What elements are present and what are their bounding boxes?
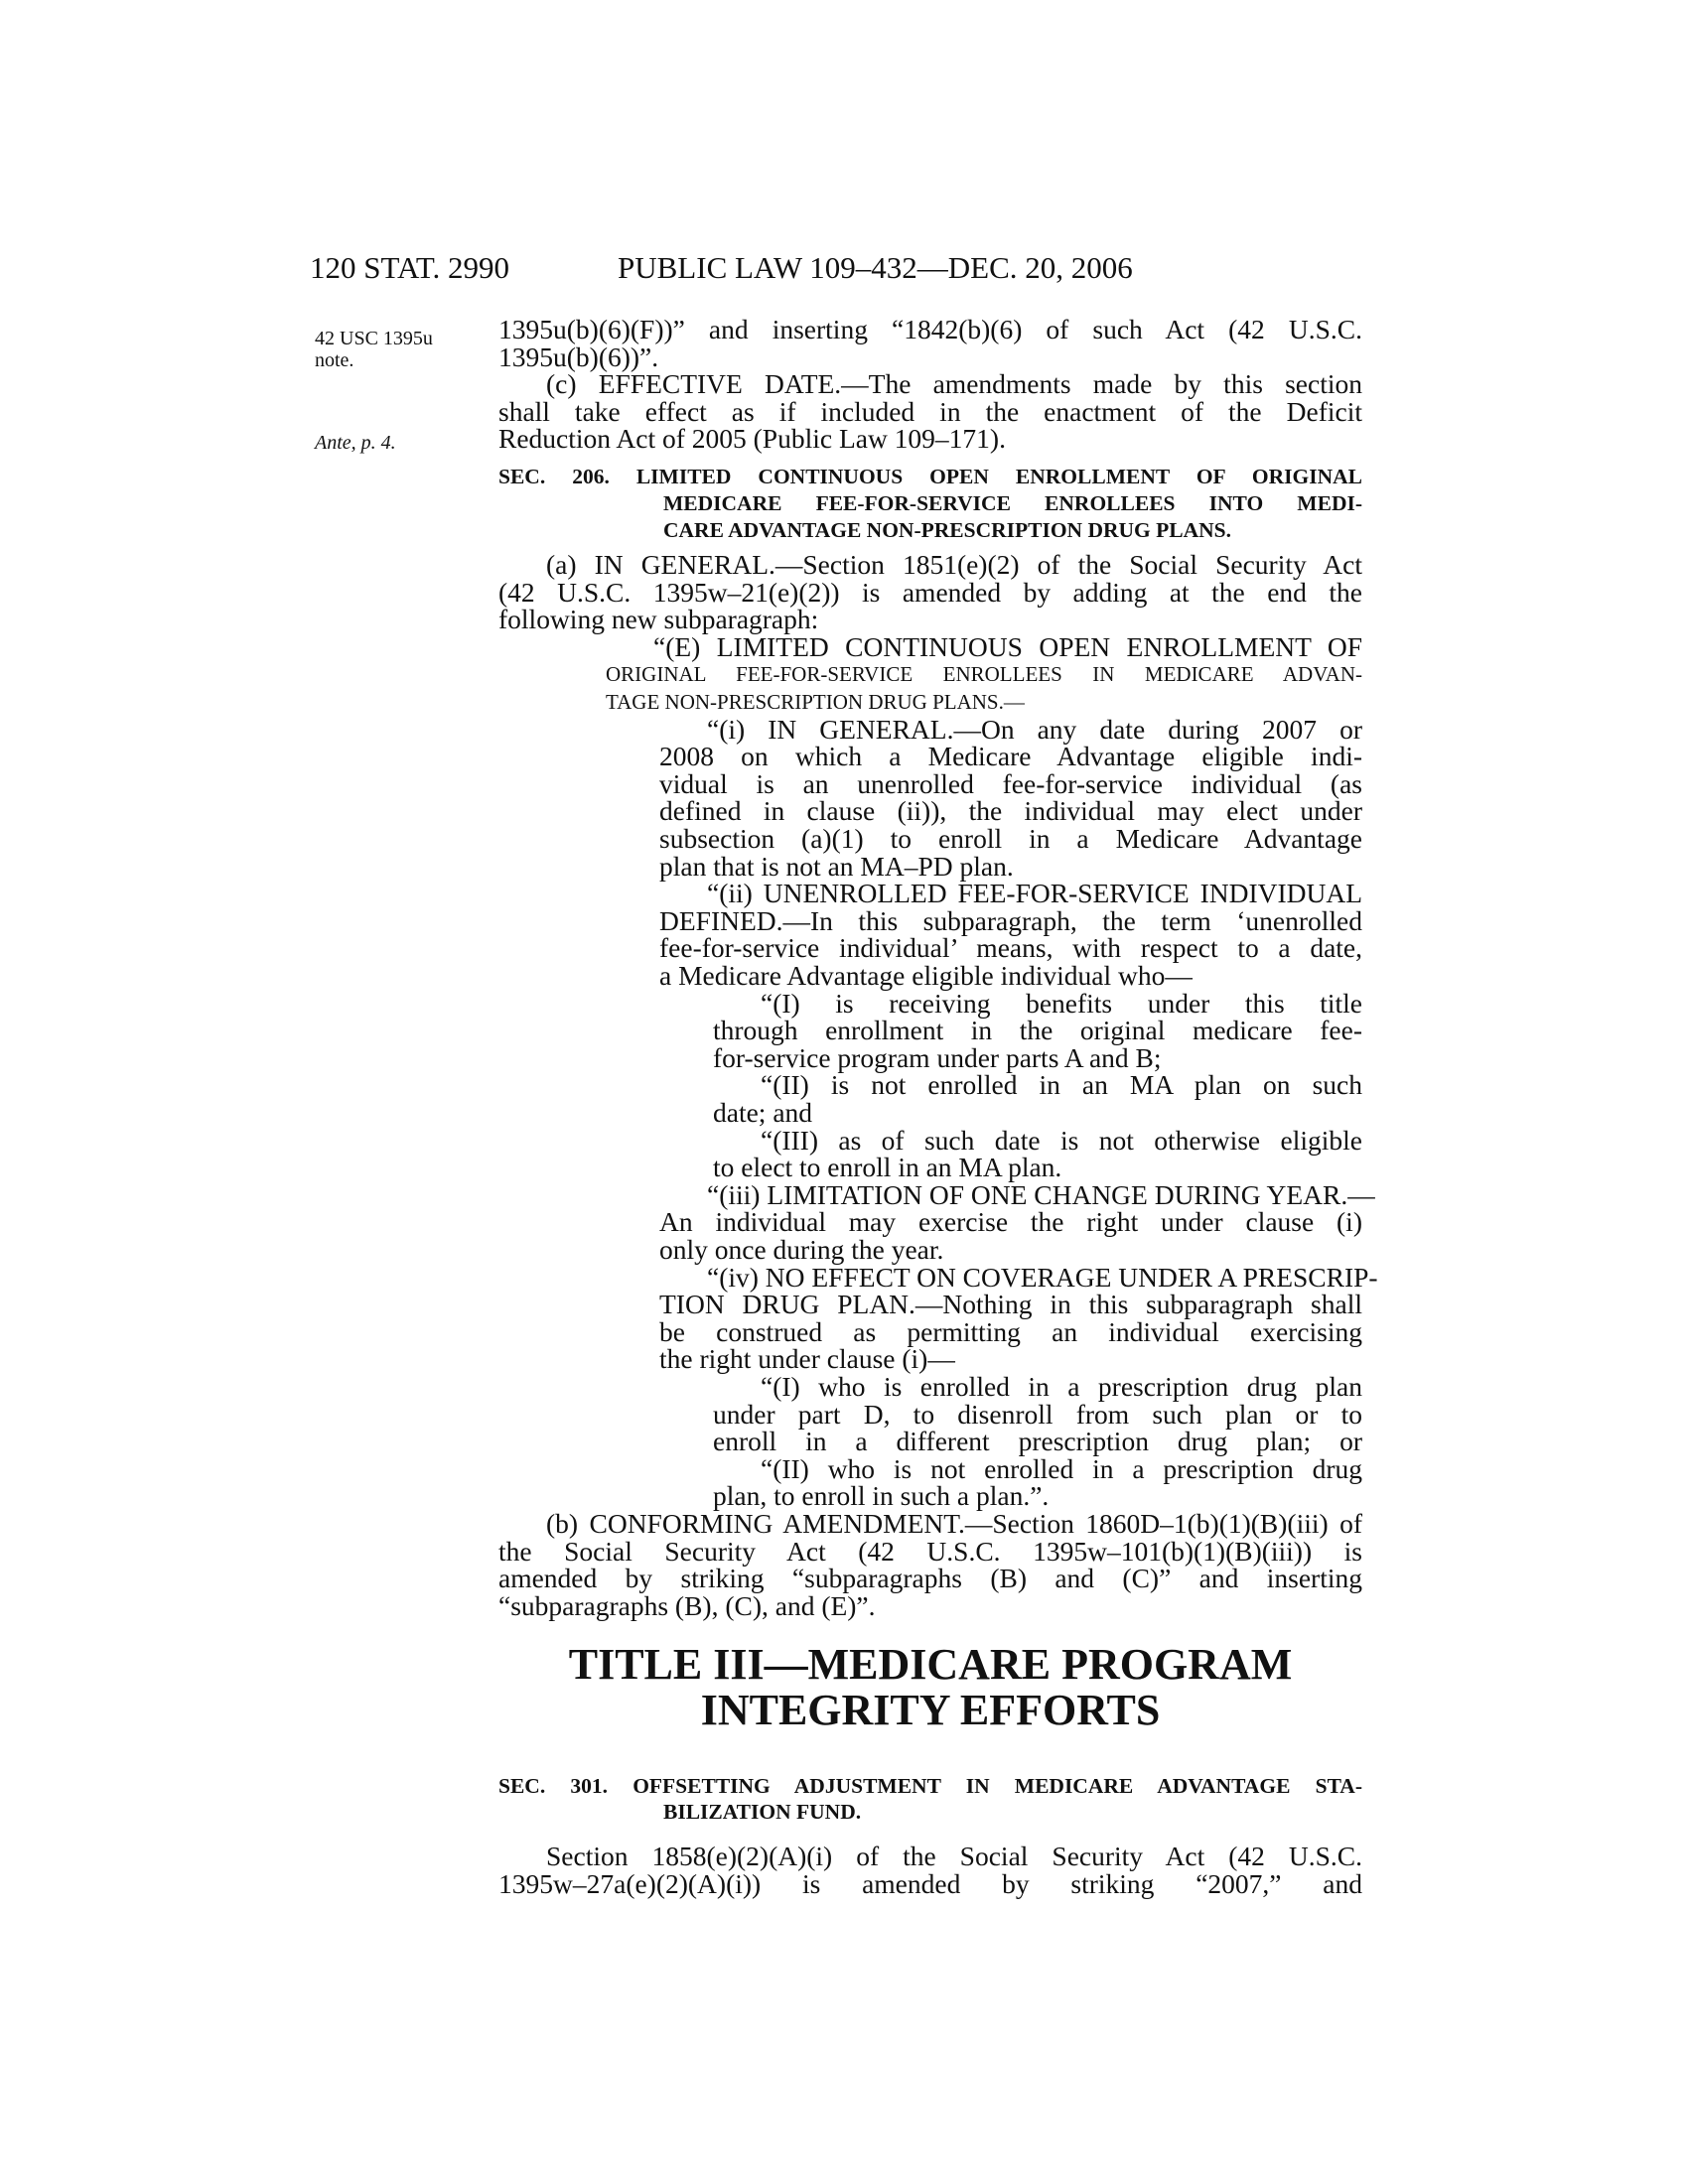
- text-line: Reduction Act of 2005 (Public Law 109–171).: [498, 423, 1006, 455]
- text-line: “(iii) LIMITATION OF ONE CHANGE DURING YEAR.—: [707, 1178, 1375, 1210]
- text-line: fee-for-service individual’ means, with respect to a date,: [659, 932, 1362, 964]
- sec-301-line-2: 1395w–27a(e)(2)(A)(i)) is amended by striking “2007,” and: [498, 1868, 1362, 1899]
- margin-note-usc-2: note.: [315, 349, 354, 371]
- text-line: enroll in a different prescription drug plan; or: [713, 1426, 1362, 1457]
- text-line: subsection (a)(1) to enroll in a Medicare Advantage: [659, 823, 1362, 854]
- section-heading-line: SEC. 206. LIMITED CONTINUOUS OPEN ENROLLMENT OF ORIGINAL: [498, 465, 1362, 488]
- text-line: to elect to enroll in an MA plan.: [713, 1152, 1062, 1183]
- text-line: “(E) LIMITED CONTINUOUS OPEN ENROLLMENT OF: [653, 630, 1362, 662]
- text-line: through enrollment in the original medicare fee-: [713, 1015, 1362, 1046]
- text-line: be construed as permitting an individual exercising: [659, 1315, 1362, 1347]
- title-iii-line-1: TITLE III—MEDICARE PROGRAM: [568, 1640, 1293, 1689]
- text-line: 2008 on which a Medicare Advantage eligible indi-: [659, 741, 1362, 772]
- body-text: [498, 314, 1378, 1621]
- text-line: for-service program under parts A and B;: [713, 1041, 1162, 1073]
- title-iii-line-2: INTEGRITY EFFORTS: [700, 1686, 1161, 1734]
- text-line: vidual is an unenrolled fee-for-service individual (as: [659, 767, 1362, 799]
- text-line: ORIGINAL FEE-FOR-SERVICE ENROLLEES IN MEDICARE ADVAN-: [606, 662, 1362, 687]
- text-line: under part D, to disenroll from such plan or to: [713, 1398, 1362, 1430]
- text-line: date; and: [713, 1097, 813, 1128]
- text-line: amended by striking “subparagraphs (B) and (C)” and inserting: [498, 1563, 1362, 1594]
- text-line: “(II) is not enrolled in an MA plan on such: [761, 1069, 1362, 1101]
- text-line: “(II) who is not enrolled in a prescription drug: [761, 1452, 1362, 1484]
- text-line: (42 U.S.C. 1395w–21(e)(2)) is amended by adding at the end the: [498, 576, 1362, 608]
- text-line: “(I) who is enrolled in a prescription drug plan: [761, 1371, 1362, 1402]
- text-line: “(III) as of such date is not otherwise eligible: [761, 1124, 1362, 1156]
- text-line: the Social Security Act (42 U.S.C. 1395w–101(b)(1)(B)(iii)) is: [498, 1535, 1362, 1567]
- text-line: “(i) IN GENERAL.—On any date during 2007 or: [707, 713, 1362, 745]
- section-heading-line: MEDICARE FEE-FOR-SERVICE ENROLLEES INTO MEDI-: [663, 491, 1362, 515]
- margin-note-usc-1: 42 USC 1395u: [315, 328, 433, 349]
- text-line: shall take effect as if included in the enactment of the Deficit: [498, 395, 1362, 427]
- text-line: DEFINED.—In this subparagraph, the term ‘unenrolled: [659, 904, 1362, 936]
- text-line: 1395u(b)(6)(F))” and inserting “1842(b)(6) of such Act (42 U.S.C.: [498, 314, 1362, 344]
- text-line: 1395u(b)(6))”.: [498, 341, 659, 372]
- text-line: “subparagraphs (B), (C), and (E)”.: [498, 1589, 876, 1621]
- text-line: a Medicare Advantage eligible individual who—: [659, 960, 1193, 991]
- margin-note-ante: Ante, p. 4.: [315, 432, 396, 454]
- sec-301-line-1: Section 1858(e)(2)(A)(i) of the Social Security Act (42 U.S.C.: [546, 1841, 1362, 1871]
- text-line: An individual may exercise the right under clause (i): [659, 1206, 1362, 1238]
- page-number: 120 STAT. 2990: [310, 250, 510, 285]
- text-line: the right under clause (i)—: [659, 1343, 955, 1375]
- text-line: (b) CONFORMING AMENDMENT.—Section 1860D–1(b)(1)(B)(iii) of: [546, 1508, 1362, 1539]
- text-line: “(iv) NO EFFECT ON COVERAGE UNDER A PRESCRIP-: [707, 1261, 1378, 1293]
- text-line: only once during the year.: [659, 1234, 944, 1265]
- text-line: (a) IN GENERAL.—Section 1851(e)(2) of the Social Security Act: [546, 549, 1362, 580]
- sec-301-heading-line-1: SEC. 301. OFFSETTING ADJUSTMENT IN MEDICARE ADVANTAGE STA-: [498, 1774, 1362, 1798]
- section-heading-line: CARE ADVANTAGE NON-PRESCRIPTION DRUG PLANS.: [663, 518, 1231, 542]
- text-line: TION DRUG PLAN.—Nothing in this subparagraph shall: [659, 1289, 1362, 1320]
- text-line: plan that is not an MA–PD plan.: [659, 850, 1014, 882]
- sec-301-line-1-wrap: [498, 1843, 1362, 1870]
- text-line: “(I) is receiving benefits under this title: [761, 987, 1362, 1019]
- page-header-title: PUBLIC LAW 109–432—DEC. 20, 2006: [618, 250, 1133, 285]
- text-line: “(ii) UNENROLLED FEE-FOR-SERVICE INDIVIDUAL: [707, 878, 1362, 909]
- sec-301-heading-line-2: BILIZATION FUND.: [663, 1800, 862, 1824]
- text-line: following new subparagraph:: [498, 604, 819, 635]
- text-line: defined in clause (ii)), the individual may elect under: [659, 795, 1362, 827]
- text-line: (c) EFFECTIVE DATE.—The amendments made by this section: [546, 368, 1362, 400]
- text-line: plan, to enroll in such a plan.”.: [713, 1480, 1050, 1512]
- text-line: TAGE NON-PRESCRIPTION DRUG PLANS.—: [606, 690, 1025, 714]
